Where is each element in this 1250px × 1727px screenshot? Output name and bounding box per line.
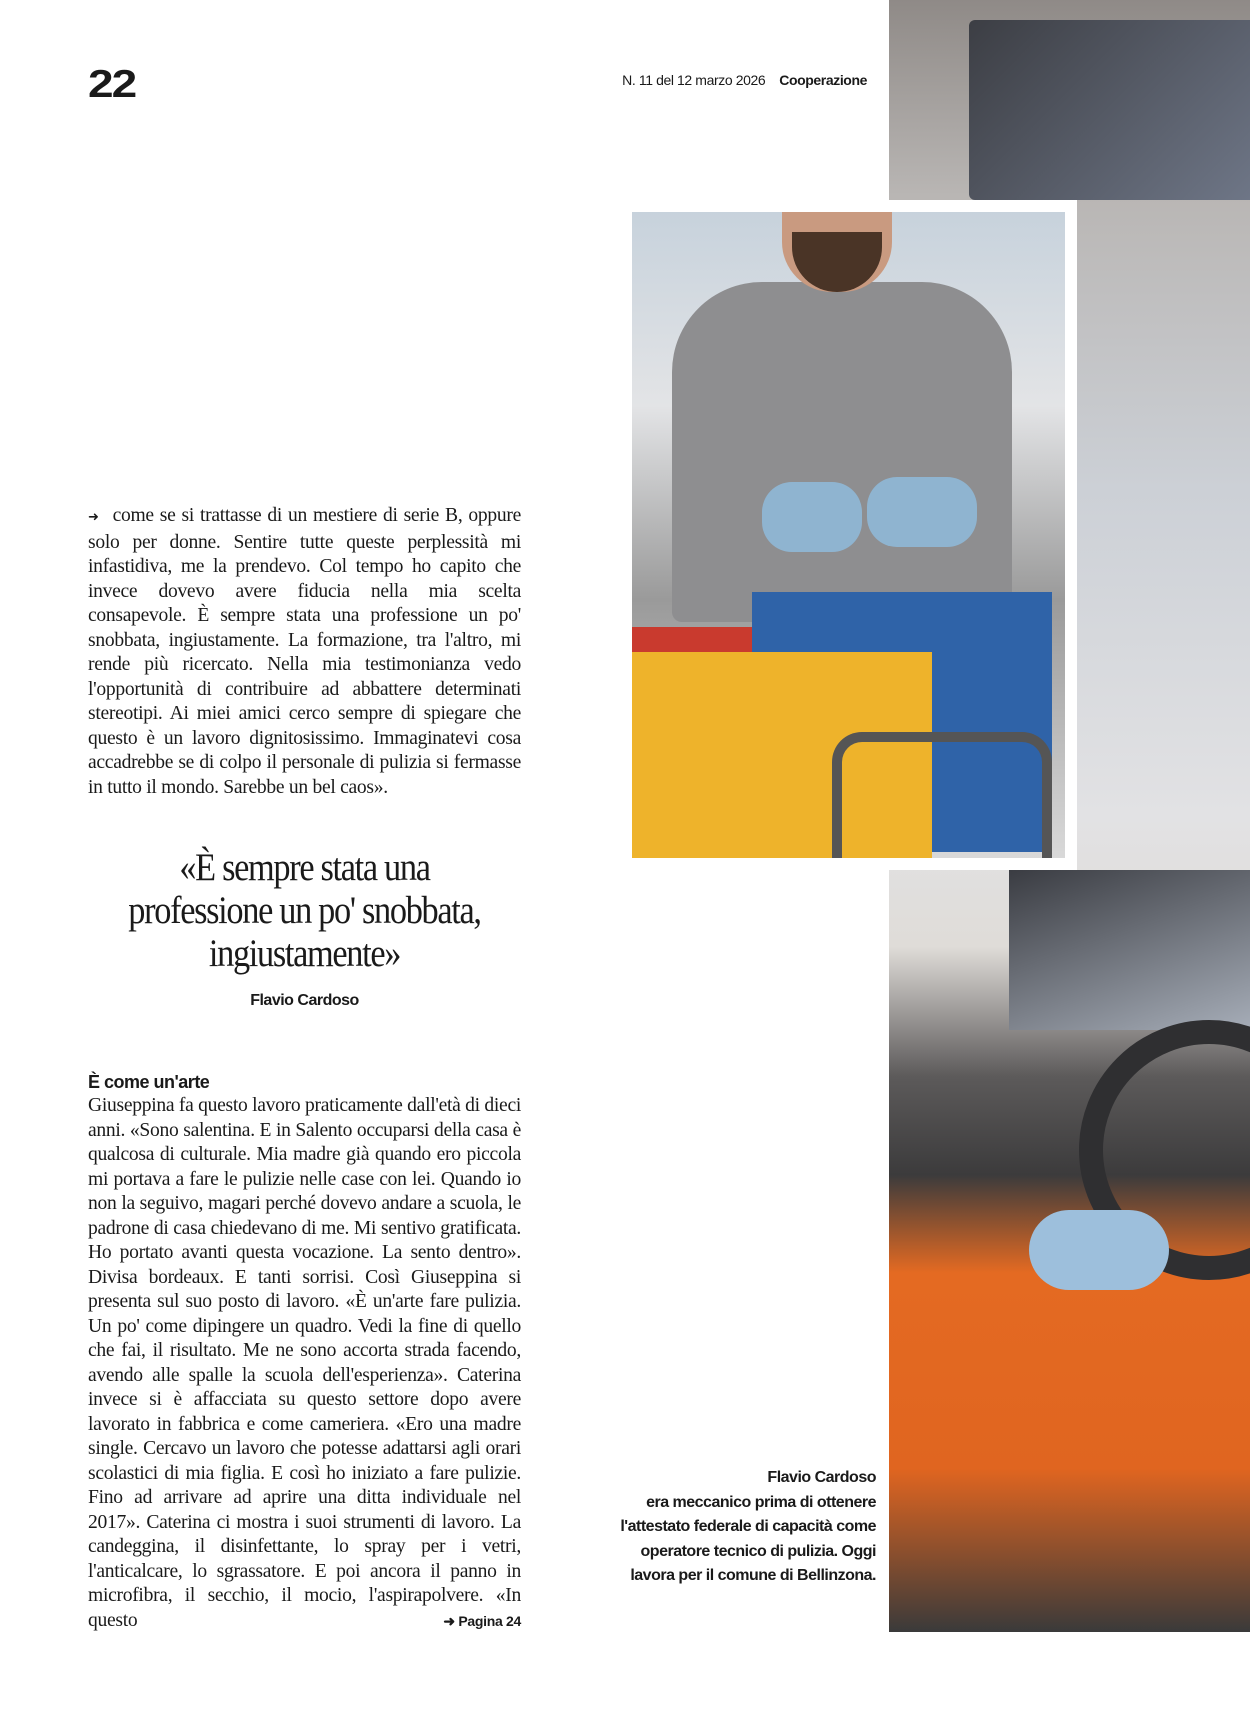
pull-quote-author: Flavio Cardoso [250, 992, 359, 1009]
caption-text: era meccanico prima di ottenere l'attestato federale di capacità come operatore tecnico di pulizia. Oggi lavora per il comune di Bellinzona. [620, 1493, 876, 1584]
handle-shape [832, 732, 1052, 858]
shirt-shape [672, 282, 1012, 622]
paragraph-text: come se si trattasse di un mestiere di serie B, oppure solo per donne. Sentire tutte queste perplessità mi infastidiva, me la prendevo. Col tempo ho capito che invece dovevo avere fiducia nella mia scelta consapevole. È sempre stata una professione un po' snobbata, ingiustamente. La formazione, tra l'altro, mi rende più ricercato. Nella mia testimonianza vedo l'opportunità di contribuire ad abbattere determinati stereotipi. Ai miei amici cerco sempre di spiegare che questo è un lavoro dignitosissimo. Immaginatevi cosa accadrebbe se di colpo il personale di pulizia si fermasse in tutto il mondo. Sarebbe un bel caos». [88, 505, 521, 798]
arrow-right-icon: ➜ [88, 510, 99, 525]
glove-shape [867, 477, 977, 547]
section-name: Cooperazione [779, 72, 867, 88]
continue-link[interactable]: ➜ Pagina 24 [443, 1612, 521, 1629]
window-shape [969, 20, 1250, 200]
caption-name: Flavio Cardoso [767, 1469, 876, 1486]
paragraph-text: Giuseppina fa questo lavoro praticamente dall'età di dieci anni. «Sono salentina. E in Salento occuparsi della casa è qualcosa di culturale. Mia madre già quando ero piccola mi portava a fare le pulizie nelle case con lei. Quando io non la seguivo, magari perché dovevo andare a scuola, le padrone di casa chiedevano di me. Mi sentivo gratificata. Ho portato avanti questa vocazione. La sento dentro». Divisa bordeaux. E tanti sorrisi. Così Giuseppina si presenta sul suo posto di lavoro. «È un'arte fare pulizia. Un po' come dipingere un quadro. Vedi la fine di quello che fai, il risultato. Me ne sono accorta strada facendo, avendo alle spalle la scuola dell'esperienza». Caterina invece si è affacciata su questo settore dopo avere lavorato in fabbrica e come cameriera. «Ero una madre single. Cercavo un lavoro che potesse adattarsi agli orari scolastici di mia figlia. E così ho iniziato a fare pulizie. Fino ad arrivare ad aprire una ditta individuale nel 2017». Caterina ci mostra i suoi strumenti di lavoro. La candeggina, il disinfettante, lo spray per i vetri, l'anticalcare, lo sgrassatore. E poi ancora il panno in microfibra, il secchio, il mocio, l'aspirapolvere. «In questo [88, 1095, 521, 1631]
page-number: 22 [88, 61, 136, 106]
page-header [622, 73, 867, 87]
subheading: È come un'arte [88, 1072, 210, 1092]
photo-caption [616, 1466, 876, 1589]
glove-shape [1029, 1210, 1169, 1290]
inset-photo [620, 200, 1077, 870]
issue-date: N. 11 del 12 marzo 2026 [622, 72, 766, 88]
glove-shape [762, 482, 862, 552]
article-paragraph [88, 1094, 521, 1633]
pull-quote: «È sempre stata una professione un po' snobbata, ingiustamente» [128, 846, 481, 975]
article-paragraph [88, 504, 521, 800]
window-shape [1009, 870, 1250, 1030]
